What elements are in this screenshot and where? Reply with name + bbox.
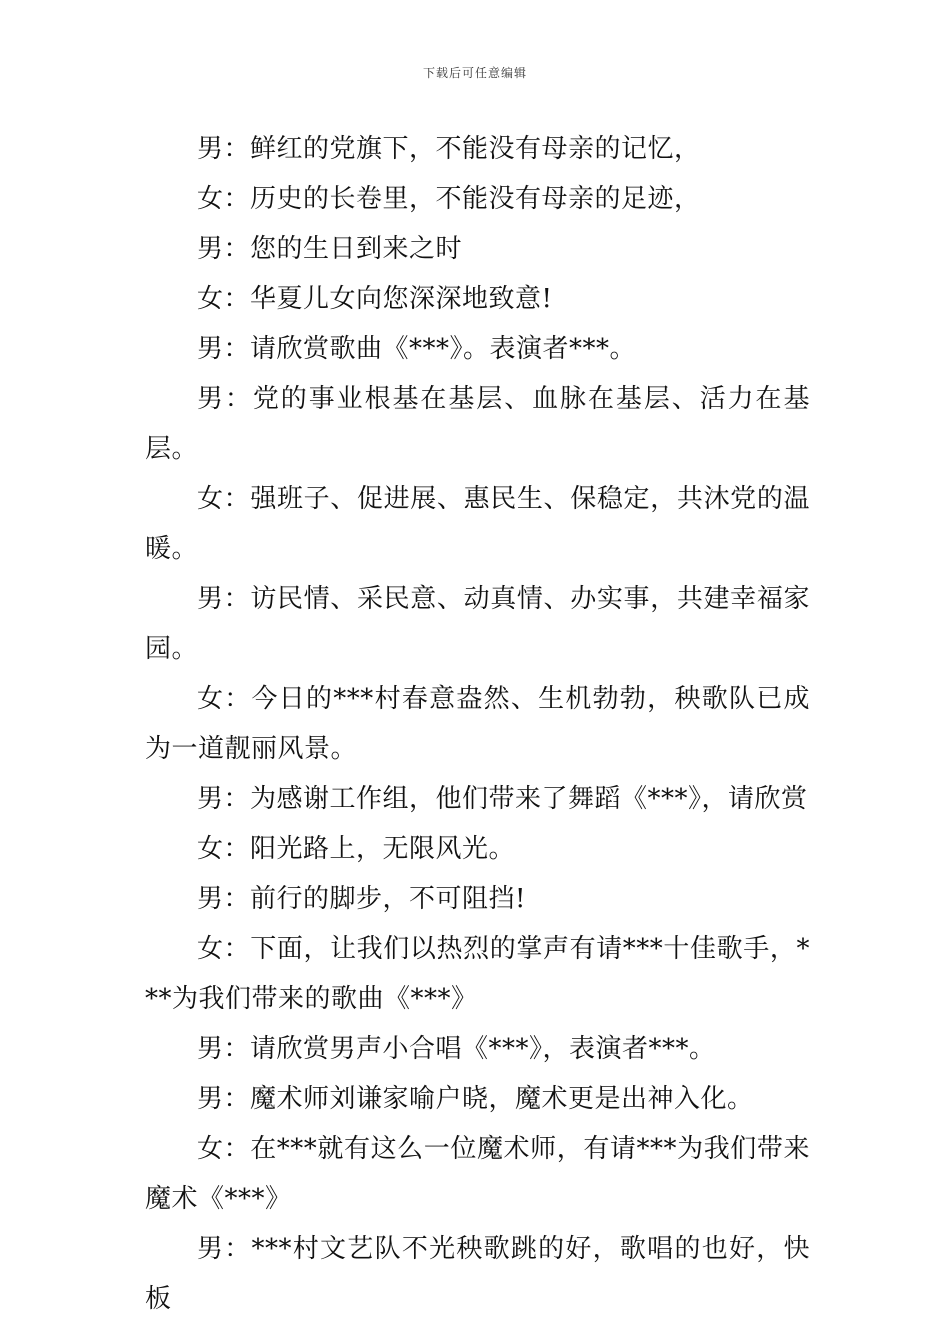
dialogue-line: 男：访民情、采民意、动真情、办实事，共建幸福家园。	[145, 584, 810, 664]
dialogue-line: 女：强班子、促进展、惠民生、保稳定，共沐党的温暖。	[145, 484, 810, 564]
dialogue-line: 男：党的事业根基在基层、血脉在基层、活力在基层。	[145, 384, 810, 464]
dialogue-line: 男：您的生日到来之时	[197, 234, 463, 264]
dialogue-line: 男：请欣赏歌曲《***》。表演者***。	[197, 334, 637, 364]
dialogue-line: 女：华夏儿女向您深深地致意!	[197, 284, 553, 314]
dialogue-line: 男：鲜红的党旗下，不能没有母亲的记忆，	[197, 134, 701, 164]
dialogue-line: 男：为感谢工作组，他们带来了舞蹈《***》，请欣赏	[197, 784, 808, 814]
dialogue-line: 女：历史的长卷里，不能没有母亲的足迹，	[197, 184, 701, 214]
dialogue-line: 男：***村文艺队不光秧歌跳的好，歌唱的也好，快板	[145, 1234, 810, 1314]
dialogue-line: 男：请欣赏男声小合唱《***》，表演者***。	[197, 1034, 716, 1064]
dialogue-line: 女：下面，让我们以热烈的掌声有请***十佳歌手，***为我们带来的歌曲《***》	[145, 934, 810, 1014]
dialogue-line: 女：今日的***村春意盎然、生机勃勃，秧歌队已成为一道靓丽风景。	[145, 684, 810, 764]
dialogue-line: 女：在***就有这么一位魔术师，有请***为我们带来魔术《***》	[145, 1134, 810, 1214]
dialogue-line: 男：魔术师刘谦家喻户晓，魔术更是出神入化。	[197, 1084, 754, 1114]
page-header: 下载后可任意编辑	[422, 66, 527, 80]
dialogue-line: 男：前行的脚步，不可阻挡!	[197, 884, 526, 914]
document-body	[145, 124, 810, 1324]
dialogue-line: 女：阳光路上，无限风光。	[197, 834, 516, 864]
